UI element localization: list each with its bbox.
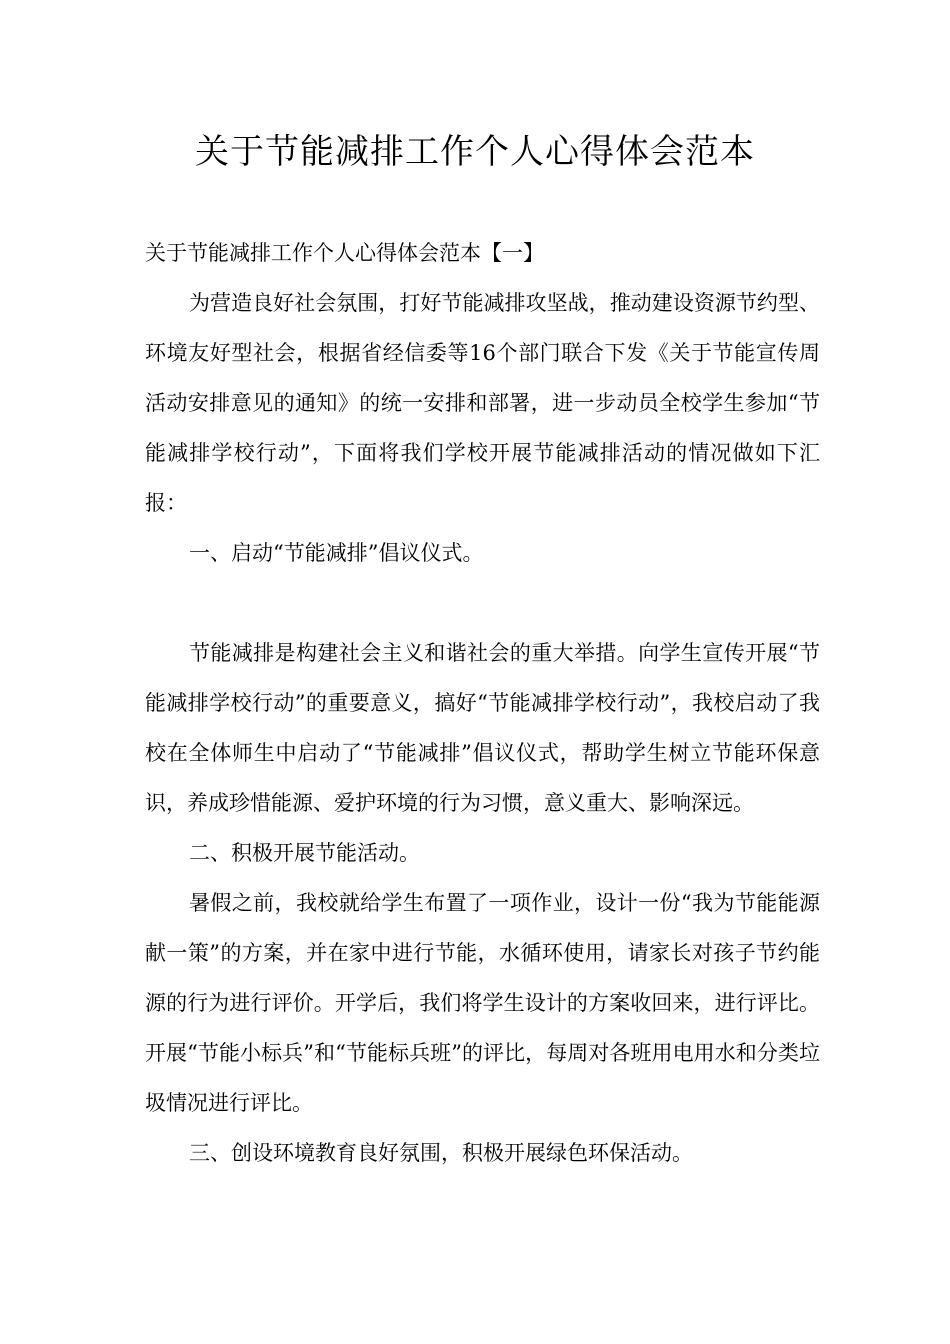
paragraph-two: 暑假之前，我校就给学生布置了一项作业，设计一份“我为节能能源献一策”的方案，并在家中进行节能，水循环使用，请家长对孩子节约能源的行为进行评价。开学后，我们将学生设计的方案收回来，进行评比。开展“节能小标兵”和“节能标兵班”的评比，每周对各班用电用水和分类垃圾情况进行评比。 [145,891,820,1115]
blank-line [145,578,820,628]
paragraph-one: 节能减排是构建社会主义和谐社会的重大举措。向学生宣传开展“节能减排学校行动”的重要意义，搞好“节能减排学校行动”，我校启动了我校在全体师生中启动了“节能减排”倡议仪式，帮助学生树立节能环保意识，养成珍惜能源、爱护环境的行为习惯，意义重大、影响深远。 [145,641,820,815]
document-title: 关于节能减排工作个人心得体会范本 [195,132,755,172]
heading-three: 三、创设环境教育良好氛围，积极开展绿色环保活动。 [189,1141,693,1165]
document-body [145,228,820,1178]
section-heading: 关于节能减排工作个人心得体会范本【一】 [145,241,544,265]
paragraph-intro: 为营造良好社会氛围，打好节能减排攻坚战，推动建设资源节约型、环境友好型社会，根据省经信委等16个部门联合下发《关于节能宣传周活动安排意见的通知》的统一安排和部署，进一步动员全校学生参加“节能减排学校行动”，下面将我们学校开展节能减排活动的情况做如下汇报： [145,291,820,515]
heading-two: 二、积极开展节能活动。 [189,841,420,865]
heading-one: 一、启动“节能减排”倡议仪式。 [189,541,484,565]
